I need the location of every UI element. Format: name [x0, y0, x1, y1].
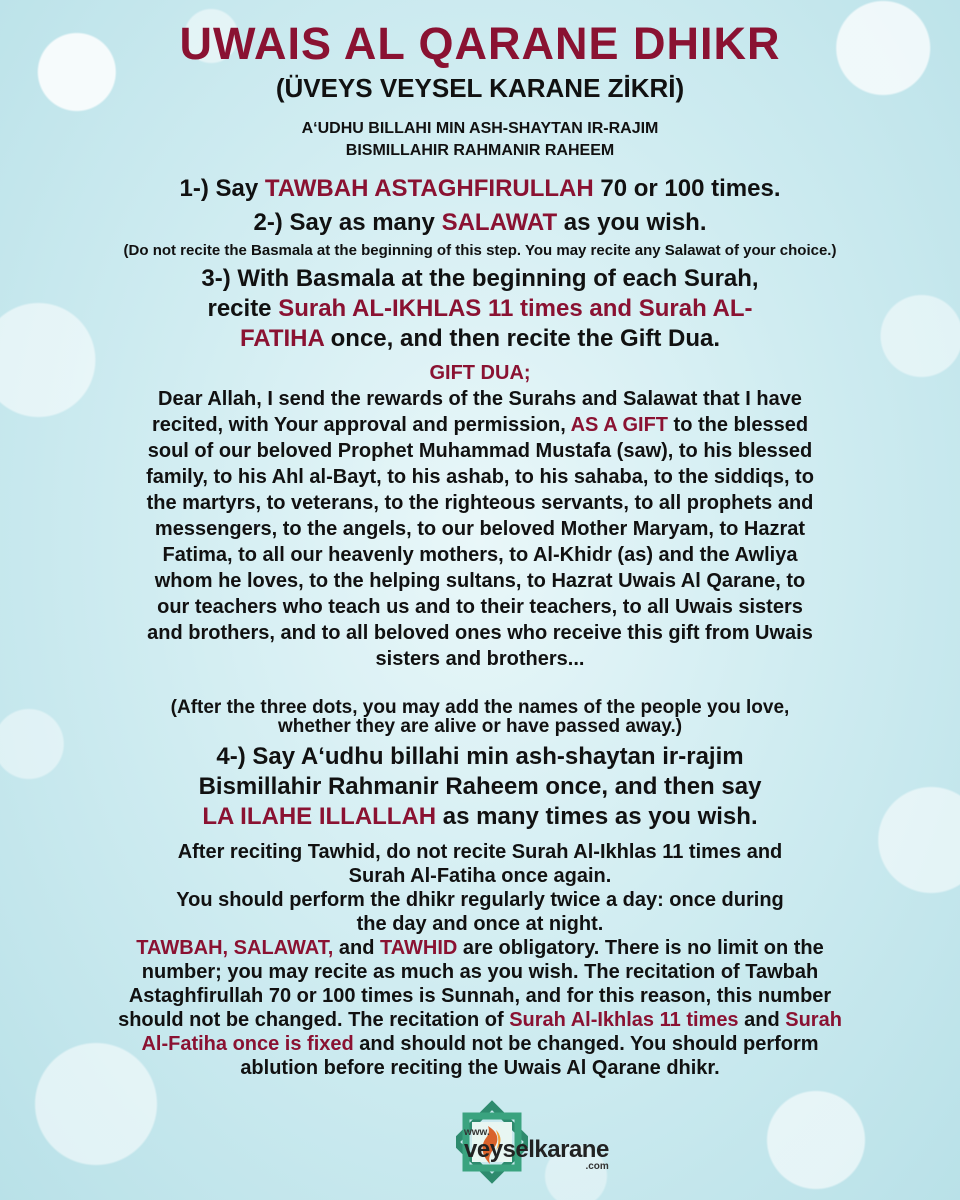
footer-text: and	[333, 937, 380, 959]
step-3-line-3-suffix: once, and then recite the Gift Dua.	[323, 325, 721, 352]
gift-dua-note-line-1: (After the three dots, you may add the names of the people you love,	[170, 697, 790, 718]
footer-highlight: Al-Fatiha once is fixed	[141, 1033, 354, 1055]
gift-dua-line: and brothers, and to all beloved ones who receive this gift from Uwais	[147, 622, 813, 644]
footer-note-line: number; you may recite as much as you wish. The recitation of Tawbah	[141, 961, 819, 983]
footer-note-line: Astaghfirullah 70 or 100 times is Sunnah, and for this reason, this number	[128, 985, 832, 1007]
page-subtitle: (ÜVEYS VEYSEL KARANE ZİKRİ)	[275, 73, 685, 103]
auzu-line: A‘UDHU BILLAHI MIN ASH-SHAYTAN IR-RAJIM	[301, 120, 659, 137]
step-2	[0, 208, 960, 238]
step-4	[0, 742, 960, 832]
footer-note-line: After reciting Tawhid, do not recite Surah Al-Ikhlas 11 times and	[177, 841, 783, 863]
step-1-suffix: 70 or 100 times.	[593, 175, 781, 202]
basmala-line: BISMILLAHIR RAHMANIR RAHEEM	[345, 142, 615, 159]
footer-note-line: Surah Al-Fatiha once again.	[348, 865, 612, 887]
step-1	[0, 174, 960, 204]
site-logo[interactable]	[392, 1098, 609, 1188]
gift-dua-line-2-prefix: recited, with Your approval and permission,	[151, 414, 571, 436]
gift-dua-note-line-2: whether they are alive or have passed away.)	[277, 716, 683, 737]
footer-text: and	[738, 1009, 786, 1031]
gift-dua-line: soul of our beloved Prophet Muhammad Mustafa (saw), to his blessed	[147, 440, 813, 462]
logo-name: veyselkarane	[464, 1136, 609, 1163]
gift-dua	[0, 360, 960, 672]
gift-dua-heading: GIFT DUA;	[429, 362, 531, 384]
gift-dua-line: Dear Allah, I send the rewards of the Surahs and Salawat that I have	[158, 388, 802, 410]
gift-dua-line: whom he loves, to the helping sultans, to Hazrat Uwais Al Qarane, to	[154, 570, 806, 592]
footer-note-line: You should perform the dhikr regularly twice a day: once during	[176, 889, 784, 911]
step-3-line-1: 3-) With Basmala at the beginning of each Surah,	[201, 265, 759, 292]
page-title: UWAIS AL QARANE DHIKR	[179, 18, 781, 69]
footer-text: and should not be changed. You should perform	[353, 1033, 819, 1055]
gift-dua-highlight: AS A GIFT	[570, 414, 668, 436]
step-2-note	[0, 242, 960, 260]
step-2-suffix: as you wish.	[557, 209, 707, 236]
step-3-line-3-highlight: FATIHA	[239, 325, 324, 352]
footer-text: should not be changed. The recitation of	[118, 1009, 510, 1031]
step-4-line-3-suffix: as many times as you wish.	[436, 803, 758, 830]
footer-text: are obligatory. There is no limit on the	[457, 937, 824, 959]
step-4-line-2: Bismillahir Rahmanir Raheem once, and then say	[198, 773, 762, 800]
gift-dua-line: messengers, to the angels, to our beloved Mother Maryam, to Hazrat	[154, 518, 806, 540]
gift-dua-note	[0, 698, 960, 736]
gift-dua-line: sisters and brothers...	[375, 648, 585, 670]
logo-www: www.	[464, 1127, 490, 1138]
footer-note-line: the day and once at night.	[356, 913, 604, 935]
step-1-highlight: TAWBAH ASTAGHFIRULLAH	[264, 175, 594, 202]
gift-dua-line-2-suffix: to the blessed	[668, 414, 809, 436]
footer-highlight: TAWBAH, SALAWAT,	[136, 937, 334, 959]
gift-dua-line: the martyrs, to veterans, to the righteous servants, to all prophets and	[146, 492, 814, 514]
step-4-highlight: LA ILAHE ILLALLAH	[202, 803, 437, 830]
step-2-prefix: 2-) Say as many	[253, 209, 442, 236]
logo-com: .com	[585, 1161, 609, 1172]
step-1-prefix: 1-) Say	[179, 175, 265, 202]
step-4-line-1: 4-) Say A‘udhu billahi min ash-shaytan ir-rajim	[216, 743, 744, 770]
step-2-note-text: (Do not recite the Basmala at the beginning of this step. You may recite any Salawat of your choice.)	[123, 242, 837, 259]
logo-text	[464, 1128, 609, 1172]
gift-dua-line: our teachers who teach us and to their teachers, to all Uwais sisters	[157, 596, 803, 618]
gift-dua-line: Fatima, to all our heavenly mothers, to Al-Khidr (as) and the Awliya	[162, 544, 798, 566]
footer-highlight: TAWHID	[379, 937, 458, 959]
step-3-line-2-prefix: recite	[207, 295, 279, 322]
footer-note-line: ablution before reciting the Uwais Al Qarane dhikr.	[240, 1057, 720, 1079]
step-3-line-2-highlight: Surah AL-IKHLAS 11 times and Surah AL-	[278, 295, 753, 322]
footer-notes	[0, 840, 960, 1080]
opening-invocation	[0, 118, 960, 162]
footer-highlight: Surah Al-Ikhlas 11 times	[509, 1009, 739, 1031]
footer-highlight: Surah	[785, 1009, 842, 1031]
step-2-highlight: SALAWAT	[441, 209, 558, 236]
gift-dua-line: family, to his Ahl al-Bayt, to his ashab, to his sahaba, to the siddiqs, to	[146, 466, 814, 488]
step-3	[0, 264, 960, 354]
